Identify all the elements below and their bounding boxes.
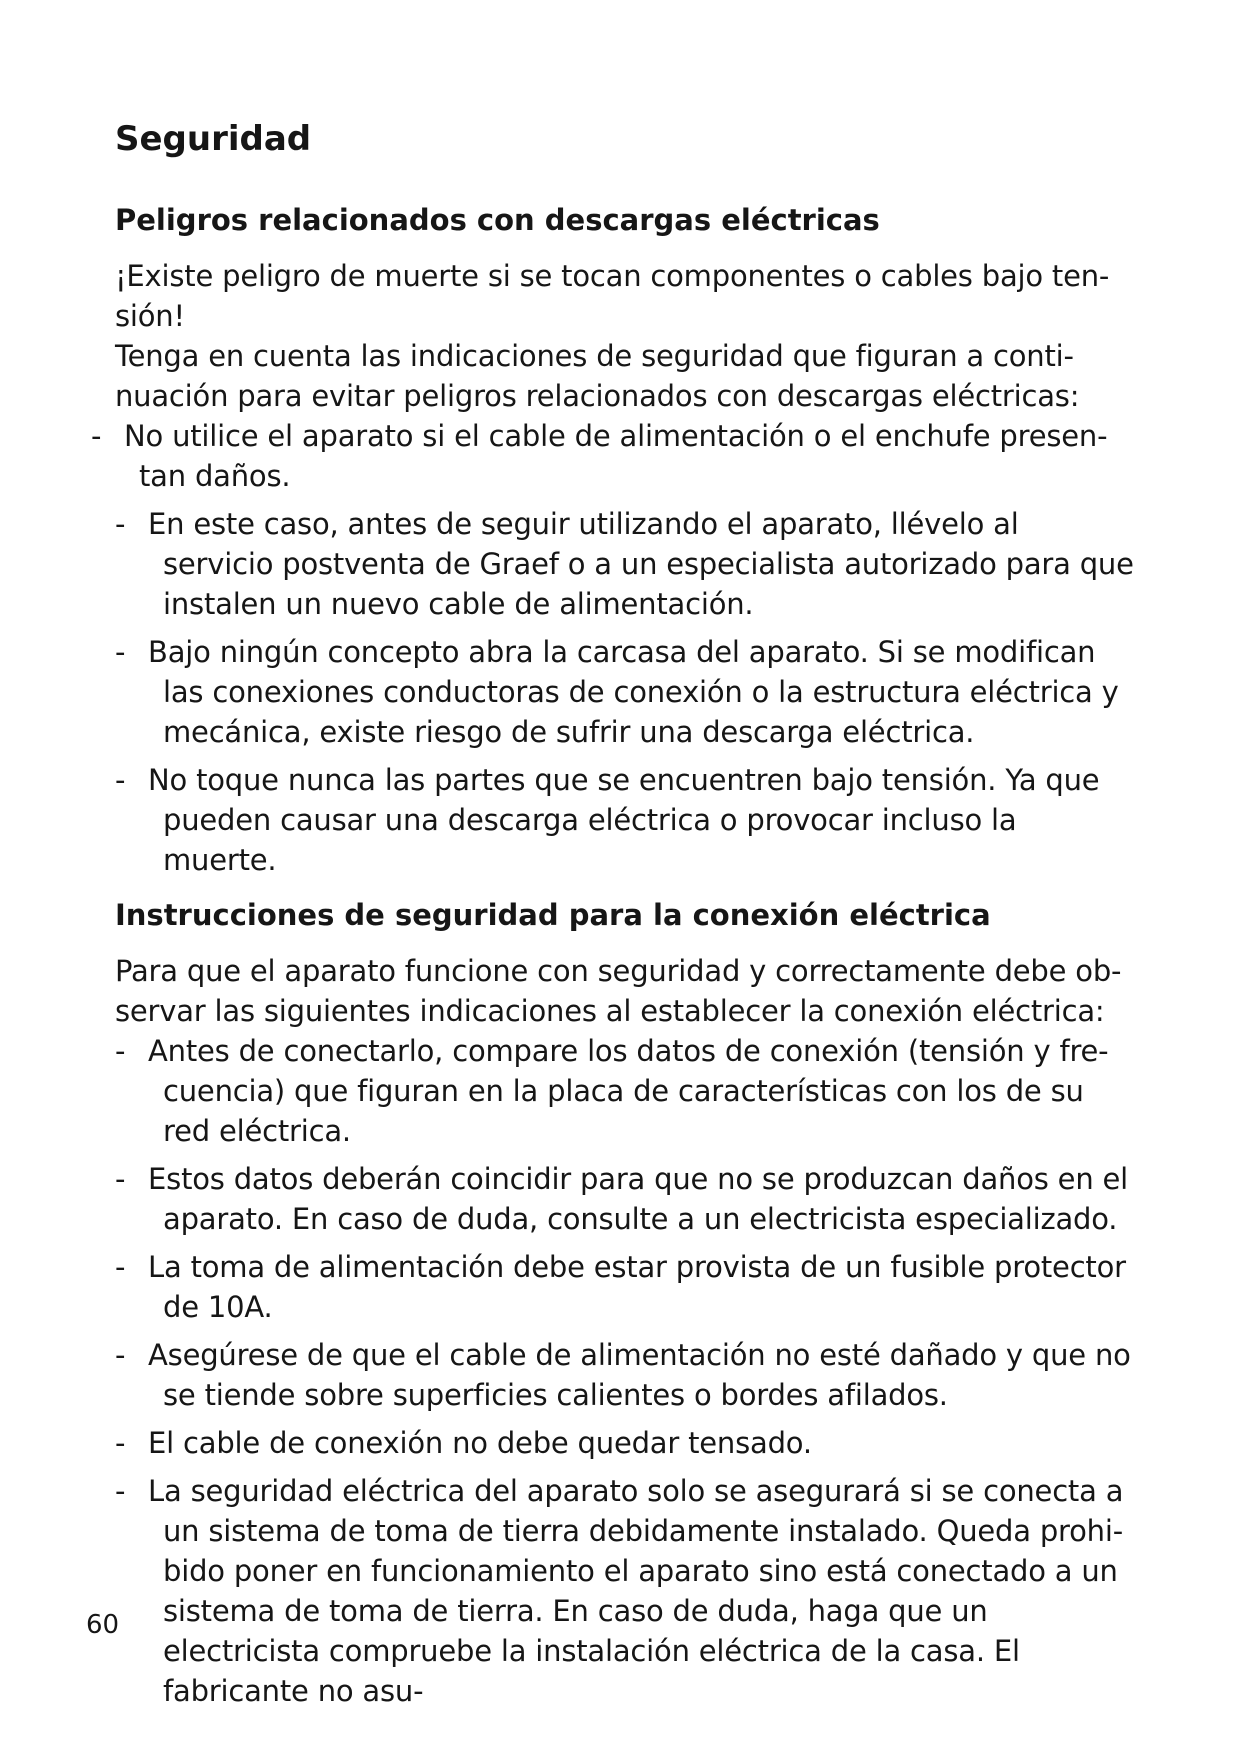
section-electrical-connection — [115, 898, 1135, 1711]
list-item: - En este caso, antes de seguir utilizando el aparato, llévelo al servicio postventa de Graef o a un especialista autorizado para que instalen un nuevo cable de alimentación. — [115, 506, 1134, 621]
list-item-text: En este caso, antes de seguir utilizando el aparato, llévelo al servicio postventa de Graef o a un especialista autorizado para que instalen un nuevo cable de alimentación. — [148, 506, 1134, 621]
list-item: - El cable de conexión no debe quedar tensado. — [115, 1425, 812, 1460]
list-item: - La toma de alimentación debe estar provista de un fusible protector de 10A. — [115, 1249, 1126, 1324]
list-item: - Antes de conectarlo, compare los datos de conexión (tensión y fre-cuencia) que figuran en la placa de características con los de su red eléctrica. — [115, 1033, 1109, 1148]
list-item: - Estos datos deberán coincidir para que no se produzcan daños en el aparato. En caso de duda, consulte a un electricista especializado. — [115, 1161, 1129, 1236]
list-item: - Asegúrese de que el cable de alimentación no esté dañado y que no se tiende sobre superficies calientes o bordes afilados. — [115, 1337, 1131, 1412]
section-electric-shock-dangers — [91, 203, 1135, 880]
bullet-list — [91, 416, 1135, 880]
list-item: - No toque nunca las partes que se encuentren bajo tensión. Ya que pueden causar una descarga eléctrica o provocar incluso la muerte. — [115, 762, 1100, 877]
list-item-text: Asegúrese de que el cable de alimentación no esté dañado y que no se tiende sobre superficies calientes o bordes afilados. — [148, 1337, 1131, 1412]
section-heading: Peligros relacionados con descargas eléctricas — [115, 203, 880, 238]
list-item-text: Bajo ningún concepto abra la carcasa del aparato. Si se modifican las conexiones conductoras de conexión o la estructura eléctrica y mecánica, existe riesgo de sufrir una descarga eléctrica. — [148, 634, 1119, 749]
list-item-text: El cable de conexión no debe quedar tensado. — [148, 1425, 812, 1460]
list-item-text: La seguridad eléctrica del aparato solo se asegurará si se conecta a un sistema de toma de tierra debidamente instalado. Queda prohi-bido poner en funcionamiento el aparato sino está conectado a un sistema de toma de tierra. En caso de duda, haga que un electricista compruebe la instalación eléctrica de la casa. El fabricante no asu- — [148, 1473, 1124, 1708]
paragraph: Para que el aparato funcione con seguridad y correctamente debe ob-servar las siguientes indicaciones al establecer la conexión eléctrica: — [115, 953, 1122, 1028]
paragraph: ¡Existe peligro de muerte si se tocan componentes o cables bajo ten-sión! — [115, 258, 1110, 333]
list-item-text: No utilice el aparato si el cable de alimentación o el enchufe presen-tan daños. — [124, 418, 1108, 493]
list-item-text: No toque nunca las partes que se encuentren bajo tensión. Ya que pueden causar una descarga eléctrica o provocar incluso la muerte. — [148, 762, 1100, 877]
paragraph: Tenga en cuenta las indicaciones de seguridad que figuran a conti-nuación para evitar peligros relacionados con descargas eléctricas: — [115, 338, 1080, 413]
list-item-text: La toma de alimentación debe estar provista de un fusible protector de 10A. — [148, 1249, 1126, 1324]
page-number: 60 — [86, 1610, 120, 1640]
section-heading: Instrucciones de seguridad para la conexión eléctrica — [115, 897, 991, 932]
list-item: - Bajo ningún concepto abra la carcasa del aparato. Si se modifican las conexiones conductoras de conexión o la estructura eléctrica y mecánica, existe riesgo de sufrir una descarga eléctrica. — [115, 634, 1119, 749]
list-item-text: Antes de conectarlo, compare los datos de conexión (tensión y fre-cuencia) que figuran en la placa de características con los de su red eléctrica. — [148, 1033, 1109, 1148]
list-item: - No utilice el aparato si el cable de alimentación o el enchufe presen-tan daños. — [91, 418, 1108, 493]
page-title: Seguridad — [115, 119, 312, 159]
bullet-list — [115, 1031, 1135, 1711]
list-item: - La seguridad eléctrica del aparato solo se asegurará si se conecta a un sistema de toma de tierra debidamente instalado. Queda prohi-bido poner en funcionamiento el aparato sino está conectado a un sistema de toma de tierra. En caso de duda, haga que un electricista compruebe la instalación eléctrica de la casa. El fabricante no asu- — [115, 1473, 1124, 1708]
list-item-text: Estos datos deberán coincidir para que no se produzcan daños en el aparato. En caso de duda, consulte a un electricista especializado. — [148, 1161, 1129, 1236]
